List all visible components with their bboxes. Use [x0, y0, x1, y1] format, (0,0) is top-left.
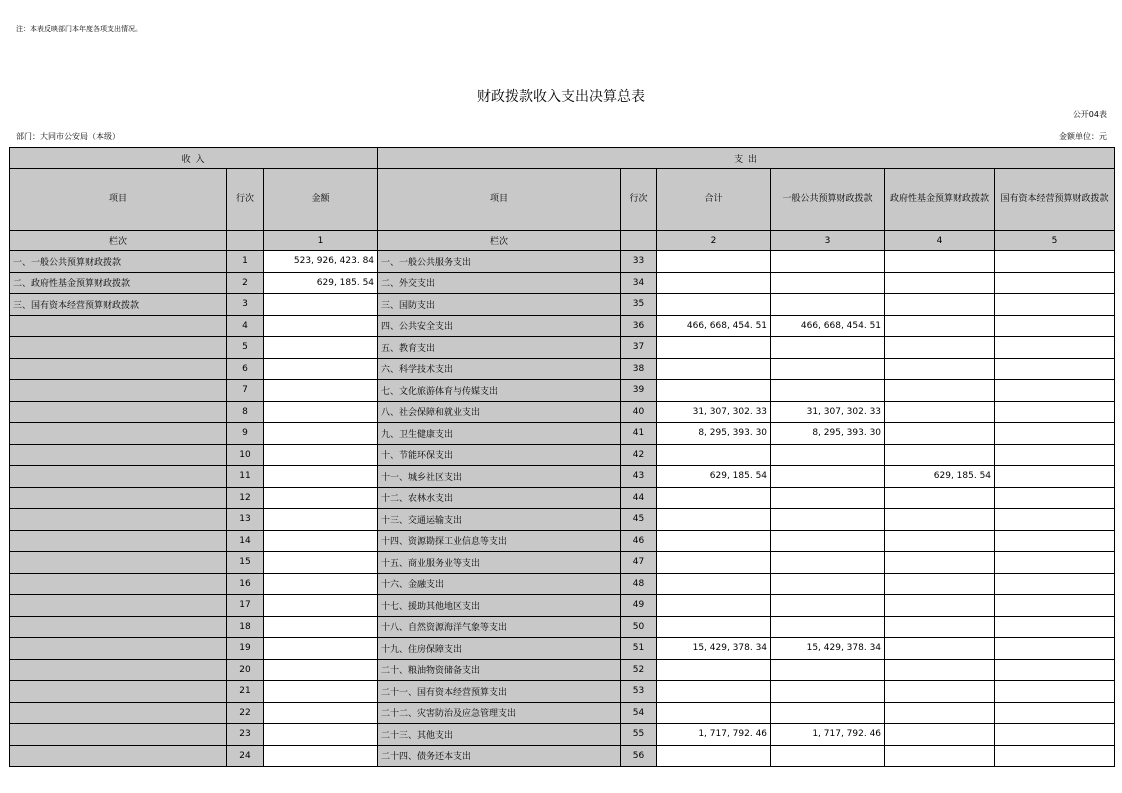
expense-fund-cell — [885, 401, 995, 423]
column-header-row — [10, 169, 1115, 231]
column-index-row — [10, 231, 1115, 251]
expense-fund-cell — [885, 745, 995, 767]
expense-total-cell — [657, 573, 771, 595]
expense-line-cell: 50 — [621, 616, 657, 638]
table-row — [10, 272, 1115, 294]
expense-general-cell — [771, 659, 885, 681]
income-item-cell — [10, 487, 227, 509]
expense-state-cell — [995, 272, 1115, 294]
expense-fund-cell — [885, 724, 995, 746]
expense-total-cell: 1, 717, 792. 46 — [657, 724, 771, 746]
income-line-cell: 17 — [227, 595, 264, 617]
expense-line-cell: 39 — [621, 380, 657, 402]
expense-item-cell: 十一、城乡社区支出 — [378, 466, 621, 488]
income-item-cell — [10, 616, 227, 638]
expense-item-cell: 二十四、债务还本支出 — [378, 745, 621, 767]
income-item-cell: 三、国有资本经营预算财政拨款 — [10, 294, 227, 316]
expense-item-cell: 十、节能环保支出 — [378, 444, 621, 466]
expense-total-cell — [657, 530, 771, 552]
table-row — [10, 638, 1115, 660]
expense-line-cell: 45 — [621, 509, 657, 531]
income-line-cell: 3 — [227, 294, 264, 316]
header-expense-item: 项目 — [378, 169, 621, 231]
expense-state-cell — [995, 337, 1115, 359]
income-amount-cell — [264, 659, 378, 681]
header-fund-budget: 政府性基金预算财政拨款 — [885, 169, 995, 231]
budget-summary-table — [9, 147, 1115, 767]
expense-general-cell — [771, 681, 885, 703]
income-line-cell: 20 — [227, 659, 264, 681]
table-row — [10, 315, 1115, 337]
income-item-cell — [10, 358, 227, 380]
expense-line-cell: 47 — [621, 552, 657, 574]
expense-item-cell: 十三、交通运输支出 — [378, 509, 621, 531]
expense-line-cell: 54 — [621, 702, 657, 724]
income-line-cell: 15 — [227, 552, 264, 574]
table-row — [10, 487, 1115, 509]
expense-general-cell — [771, 358, 885, 380]
expense-line-cell: 49 — [621, 595, 657, 617]
expense-item-cell: 十七、援助其他地区支出 — [378, 595, 621, 617]
table-row — [10, 423, 1115, 445]
table-note: 注：本表反映部门本年度各项支出情况。 — [16, 25, 142, 33]
expense-fund-cell — [885, 444, 995, 466]
table-row — [10, 616, 1115, 638]
income-item-cell — [10, 552, 227, 574]
page-title: 财政拨款收入支出决算总表 — [477, 89, 645, 105]
income-item-cell — [10, 702, 227, 724]
expense-state-cell — [995, 702, 1115, 724]
expense-fund-cell — [885, 337, 995, 359]
expense-general-cell: 31, 307, 302. 33 — [771, 401, 885, 423]
expense-line-cell: 48 — [621, 573, 657, 595]
income-line-cell: 8 — [227, 401, 264, 423]
table-row — [10, 530, 1115, 552]
table-row — [10, 251, 1115, 273]
expense-general-cell — [771, 509, 885, 531]
expense-total-cell — [657, 616, 771, 638]
expense-fund-cell: 629, 185. 54 — [885, 466, 995, 488]
expense-total-cell — [657, 509, 771, 531]
expense-fund-cell — [885, 315, 995, 337]
expense-total-cell: 31, 307, 302. 33 — [657, 401, 771, 423]
expense-general-cell — [771, 337, 885, 359]
income-line-cell: 19 — [227, 638, 264, 660]
column-index-1: 1 — [264, 231, 378, 251]
expense-section-header: 支 出 — [378, 148, 1115, 169]
income-item-cell: 二、政府性基金预算财政拨款 — [10, 272, 227, 294]
income-line-cell: 13 — [227, 509, 264, 531]
expense-line-cell: 52 — [621, 659, 657, 681]
expense-line-cell: 33 — [621, 251, 657, 273]
expense-total-cell — [657, 337, 771, 359]
income-item-cell — [10, 466, 227, 488]
expense-line-cell: 42 — [621, 444, 657, 466]
expense-fund-cell — [885, 638, 995, 660]
expense-total-cell: 15, 429, 378. 34 — [657, 638, 771, 660]
income-line-cell: 16 — [227, 573, 264, 595]
expense-general-cell — [771, 466, 885, 488]
expense-item-cell: 五、教育支出 — [378, 337, 621, 359]
expense-fund-cell — [885, 487, 995, 509]
expense-item-cell: 二十、粮油物资储备支出 — [378, 659, 621, 681]
expense-item-cell: 二十二、灾害防治及应急管理支出 — [378, 702, 621, 724]
expense-line-cell: 51 — [621, 638, 657, 660]
income-item-cell — [10, 638, 227, 660]
expense-state-cell — [995, 315, 1115, 337]
expense-line-cell: 37 — [621, 337, 657, 359]
expense-general-cell — [771, 487, 885, 509]
expense-line-cell: 53 — [621, 681, 657, 703]
income-amount-cell — [264, 315, 378, 337]
expense-total-cell — [657, 294, 771, 316]
column-index-5: 5 — [995, 231, 1115, 251]
expense-total-cell — [657, 552, 771, 574]
expense-general-cell — [771, 251, 885, 273]
income-amount-cell — [264, 487, 378, 509]
income-item-cell — [10, 315, 227, 337]
expense-total-cell — [657, 595, 771, 617]
column-index-3: 3 — [771, 231, 885, 251]
expense-state-cell — [995, 530, 1115, 552]
expense-line-cell: 43 — [621, 466, 657, 488]
column-index-4: 4 — [885, 231, 995, 251]
expense-total-cell — [657, 358, 771, 380]
header-total: 合计 — [657, 169, 771, 231]
expense-fund-cell — [885, 251, 995, 273]
expense-item-cell: 八、社会保障和就业支出 — [378, 401, 621, 423]
expense-state-cell — [995, 616, 1115, 638]
income-amount-cell — [264, 530, 378, 552]
expense-total-cell — [657, 681, 771, 703]
expense-state-cell — [995, 358, 1115, 380]
expense-item-cell: 十九、住房保障支出 — [378, 638, 621, 660]
expense-state-cell — [995, 724, 1115, 746]
expense-line-cell: 44 — [621, 487, 657, 509]
income-item-cell — [10, 659, 227, 681]
income-item-cell — [10, 401, 227, 423]
expense-fund-cell — [885, 509, 995, 531]
expense-general-cell — [771, 616, 885, 638]
income-item-cell — [10, 745, 227, 767]
table-row — [10, 702, 1115, 724]
table-row — [10, 380, 1115, 402]
table-row — [10, 573, 1115, 595]
table-row — [10, 659, 1115, 681]
income-amount-cell — [264, 745, 378, 767]
table-row — [10, 509, 1115, 531]
table-row — [10, 401, 1115, 423]
header-general-budget: 一般公共预算财政拨款 — [771, 169, 885, 231]
income-amount-cell — [264, 401, 378, 423]
expense-general-cell: 15, 429, 378. 34 — [771, 638, 885, 660]
income-line-cell: 22 — [227, 702, 264, 724]
expense-line-cell: 55 — [621, 724, 657, 746]
income-line-cell: 4 — [227, 315, 264, 337]
income-item-cell — [10, 423, 227, 445]
income-line-cell: 24 — [227, 745, 264, 767]
table-row — [10, 724, 1115, 746]
expense-state-cell — [995, 638, 1115, 660]
column-index-blank — [227, 231, 264, 251]
income-amount-cell — [264, 294, 378, 316]
header-income-item: 项目 — [10, 169, 227, 231]
expense-item-cell: 三、国防支出 — [378, 294, 621, 316]
income-line-cell: 6 — [227, 358, 264, 380]
expense-item-cell: 九、卫生健康支出 — [378, 423, 621, 445]
expense-total-cell: 8, 295, 393. 30 — [657, 423, 771, 445]
expense-line-cell: 46 — [621, 530, 657, 552]
income-item-cell — [10, 724, 227, 746]
expense-item-cell: 二十三、其他支出 — [378, 724, 621, 746]
income-amount-cell — [264, 724, 378, 746]
income-line-cell: 11 — [227, 466, 264, 488]
expense-state-cell — [995, 401, 1115, 423]
department-label: 部门：大同市公安局（本级） — [16, 132, 120, 141]
expense-fund-cell — [885, 659, 995, 681]
income-line-cell: 7 — [227, 380, 264, 402]
income-item-cell — [10, 380, 227, 402]
expense-item-cell: 十二、农林水支出 — [378, 487, 621, 509]
expense-fund-cell — [885, 358, 995, 380]
expense-item-cell: 一、一般公共服务支出 — [378, 251, 621, 273]
income-amount-cell: 629, 185. 54 — [264, 272, 378, 294]
expense-total-cell — [657, 380, 771, 402]
expense-item-cell: 七、文化旅游体育与传媒支出 — [378, 380, 621, 402]
header-income-amount: 金额 — [264, 169, 378, 231]
expense-state-cell — [995, 423, 1115, 445]
table-row — [10, 294, 1115, 316]
income-amount-cell — [264, 681, 378, 703]
expense-fund-cell — [885, 681, 995, 703]
header-state-capital-budget: 国有资本经营预算财政拨款 — [995, 169, 1115, 231]
expense-item-cell: 六、科学技术支出 — [378, 358, 621, 380]
income-amount-cell — [264, 358, 378, 380]
expense-general-cell — [771, 595, 885, 617]
income-line-cell: 5 — [227, 337, 264, 359]
expense-line-cell: 34 — [621, 272, 657, 294]
header-income-line: 行次 — [227, 169, 264, 231]
income-item-cell — [10, 573, 227, 595]
column-index-expense-label: 栏次 — [378, 231, 621, 251]
expense-state-cell — [995, 444, 1115, 466]
expense-item-cell: 十八、自然资源海洋气象等支出 — [378, 616, 621, 638]
expense-state-cell — [995, 380, 1115, 402]
column-index-label: 栏次 — [10, 231, 227, 251]
expense-state-cell — [995, 595, 1115, 617]
income-item-cell: 一、一般公共预算财政拨款 — [10, 251, 227, 273]
form-number: 公开04表 — [1072, 110, 1107, 119]
expense-general-cell: 466, 668, 454. 51 — [771, 315, 885, 337]
expense-state-cell — [995, 294, 1115, 316]
expense-line-cell: 36 — [621, 315, 657, 337]
expense-fund-cell — [885, 595, 995, 617]
income-amount-cell — [264, 380, 378, 402]
table-row — [10, 745, 1115, 767]
expense-item-cell: 二十一、国有资本经营预算支出 — [378, 681, 621, 703]
expense-state-cell — [995, 659, 1115, 681]
income-item-cell — [10, 509, 227, 531]
expense-total-cell — [657, 251, 771, 273]
expense-total-cell: 466, 668, 454. 51 — [657, 315, 771, 337]
expense-total-cell: 629, 185. 54 — [657, 466, 771, 488]
income-amount-cell — [264, 595, 378, 617]
income-item-cell — [10, 595, 227, 617]
income-amount-cell — [264, 573, 378, 595]
expense-item-cell: 十六、金融支出 — [378, 573, 621, 595]
expense-fund-cell — [885, 272, 995, 294]
expense-general-cell: 8, 295, 393. 30 — [771, 423, 885, 445]
income-amount-cell — [264, 552, 378, 574]
table-row — [10, 552, 1115, 574]
income-item-cell — [10, 337, 227, 359]
expense-total-cell — [657, 444, 771, 466]
expense-general-cell — [771, 745, 885, 767]
expense-total-cell — [657, 659, 771, 681]
income-amount-cell — [264, 509, 378, 531]
expense-line-cell: 35 — [621, 294, 657, 316]
header-expense-line: 行次 — [621, 169, 657, 231]
expense-item-cell: 十四、资源勘探工业信息等支出 — [378, 530, 621, 552]
expense-state-cell — [995, 745, 1115, 767]
expense-line-cell: 38 — [621, 358, 657, 380]
amount-unit-label: 金额单位：元 — [1059, 132, 1107, 141]
expense-fund-cell — [885, 573, 995, 595]
expense-state-cell — [995, 681, 1115, 703]
expense-general-cell — [771, 294, 885, 316]
table-row — [10, 444, 1115, 466]
income-amount-cell — [264, 466, 378, 488]
expense-general-cell — [771, 272, 885, 294]
expense-total-cell — [657, 487, 771, 509]
expense-state-cell — [995, 487, 1115, 509]
income-amount-cell — [264, 638, 378, 660]
expense-general-cell — [771, 573, 885, 595]
income-line-cell: 21 — [227, 681, 264, 703]
income-line-cell: 12 — [227, 487, 264, 509]
expense-general-cell — [771, 530, 885, 552]
expense-fund-cell — [885, 423, 995, 445]
expense-state-cell — [995, 509, 1115, 531]
table-row — [10, 466, 1115, 488]
expense-state-cell — [995, 552, 1115, 574]
income-amount-cell — [264, 702, 378, 724]
income-line-cell: 10 — [227, 444, 264, 466]
expense-state-cell — [995, 251, 1115, 273]
income-line-cell: 14 — [227, 530, 264, 552]
table-row — [10, 337, 1115, 359]
expense-total-cell — [657, 702, 771, 724]
income-section-header: 收 入 — [10, 148, 378, 169]
expense-item-cell: 十五、商业服务业等支出 — [378, 552, 621, 574]
income-line-cell: 9 — [227, 423, 264, 445]
expense-general-cell — [771, 444, 885, 466]
section-header-row — [10, 148, 1115, 169]
column-index-blank — [621, 231, 657, 251]
income-line-cell: 23 — [227, 724, 264, 746]
expense-fund-cell — [885, 616, 995, 638]
expense-fund-cell — [885, 552, 995, 574]
expense-general-cell — [771, 380, 885, 402]
table-row — [10, 681, 1115, 703]
expense-line-cell: 40 — [621, 401, 657, 423]
income-amount-cell — [264, 444, 378, 466]
income-amount-cell — [264, 337, 378, 359]
income-item-cell — [10, 681, 227, 703]
expense-item-cell: 二、外交支出 — [378, 272, 621, 294]
expense-line-cell: 56 — [621, 745, 657, 767]
income-amount-cell — [264, 616, 378, 638]
expense-item-cell: 四、公共安全支出 — [378, 315, 621, 337]
expense-fund-cell — [885, 380, 995, 402]
expense-total-cell — [657, 272, 771, 294]
income-amount-cell: 523, 926, 423. 84 — [264, 251, 378, 273]
expense-total-cell — [657, 745, 771, 767]
expense-line-cell: 41 — [621, 423, 657, 445]
income-item-cell — [10, 530, 227, 552]
income-line-cell: 2 — [227, 272, 264, 294]
table-row — [10, 595, 1115, 617]
column-index-2: 2 — [657, 231, 771, 251]
expense-fund-cell — [885, 294, 995, 316]
income-item-cell — [10, 444, 227, 466]
expense-general-cell: 1, 717, 792. 46 — [771, 724, 885, 746]
expense-state-cell — [995, 466, 1115, 488]
expense-general-cell — [771, 552, 885, 574]
expense-fund-cell — [885, 702, 995, 724]
income-amount-cell — [264, 423, 378, 445]
table-row — [10, 358, 1115, 380]
expense-general-cell — [771, 702, 885, 724]
income-line-cell: 1 — [227, 251, 264, 273]
income-line-cell: 18 — [227, 616, 264, 638]
expense-state-cell — [995, 573, 1115, 595]
expense-fund-cell — [885, 530, 995, 552]
